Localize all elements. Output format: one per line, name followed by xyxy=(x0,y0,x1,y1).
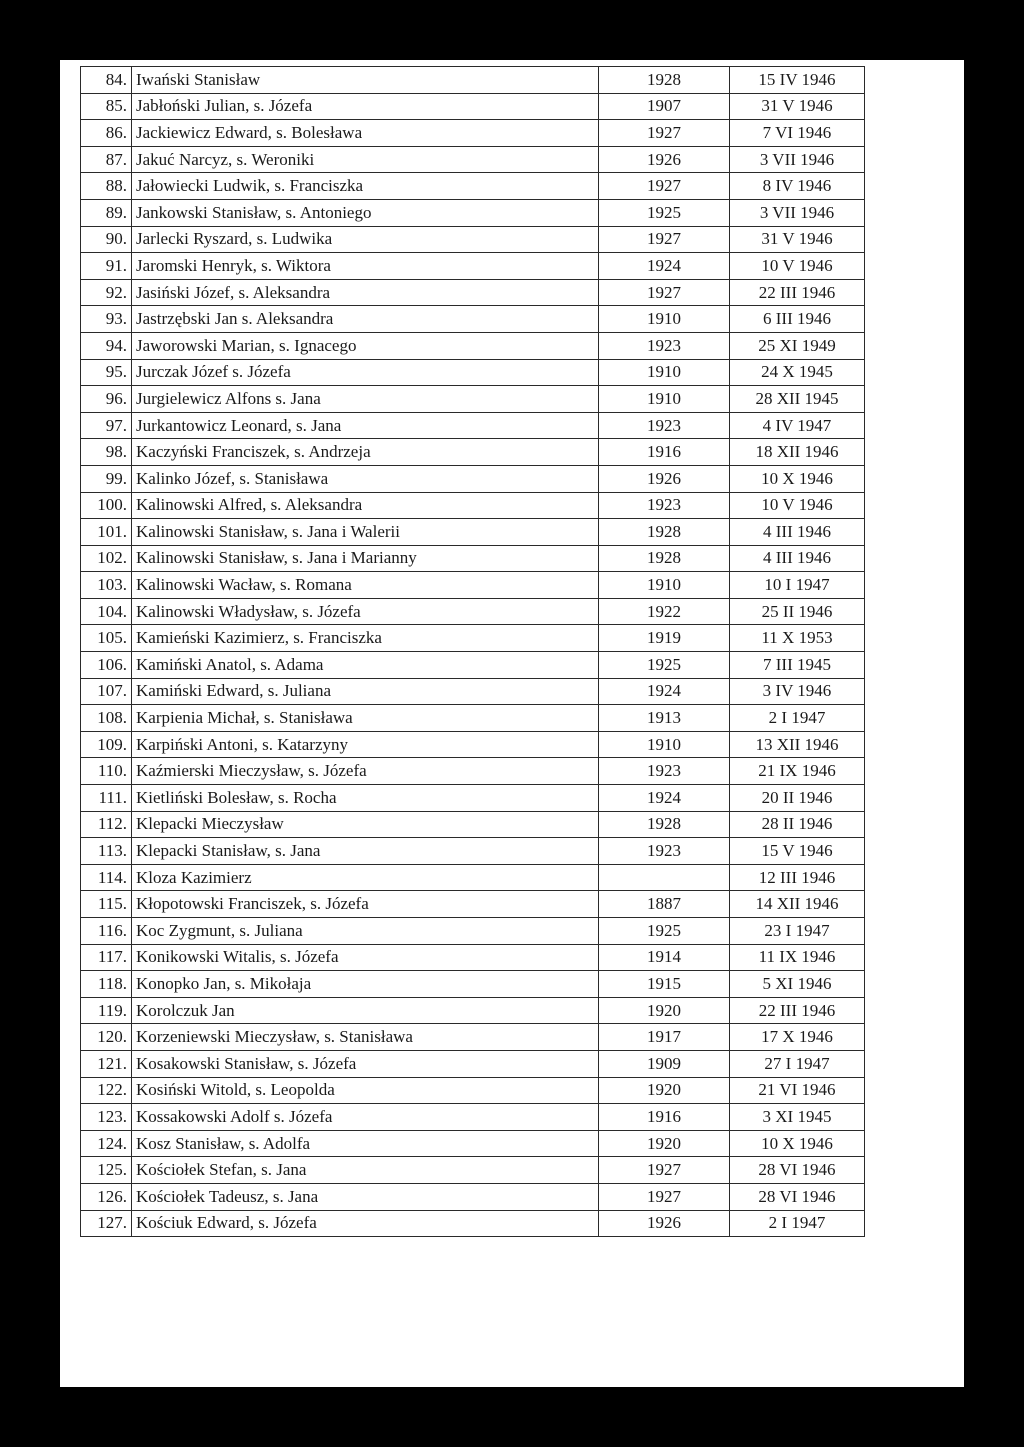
table-row xyxy=(81,1104,865,1131)
person-name-cell: Kamiński Edward, s. Juliana xyxy=(132,678,599,705)
person-name-cell: Kamieński Kazimierz, s. Franciszka xyxy=(132,625,599,652)
birth-year-cell: 1913 xyxy=(599,705,730,732)
person-name-cell: Konopko Jan, s. Mikołaja xyxy=(132,971,599,998)
person-name-cell: Kłopotowski Franciszek, s. Józefa xyxy=(132,891,599,918)
row-number-cell: 90. xyxy=(81,226,132,253)
person-name-cell: Koc Zygmunt, s. Juliana xyxy=(132,918,599,945)
event-date-cell: 20 II 1946 xyxy=(730,785,865,812)
table-row xyxy=(81,785,865,812)
row-number-cell: 85. xyxy=(81,93,132,120)
person-name-cell: Klepacki Stanisław, s. Jana xyxy=(132,838,599,865)
person-name-cell: Jurkantowicz Leonard, s. Jana xyxy=(132,412,599,439)
row-number-cell: 121. xyxy=(81,1050,132,1077)
event-date-cell: 15 V 1946 xyxy=(730,838,865,865)
table-row xyxy=(81,146,865,173)
birth-year-cell: 1927 xyxy=(599,120,730,147)
event-date-cell: 17 X 1946 xyxy=(730,1024,865,1051)
birth-year-cell: 1919 xyxy=(599,625,730,652)
person-name-cell: Korzeniewski Mieczysław, s. Stanisława xyxy=(132,1024,599,1051)
row-number-cell: 87. xyxy=(81,146,132,173)
event-date-cell: 11 X 1953 xyxy=(730,625,865,652)
person-name-cell: Kalinowski Władysław, s. Józefa xyxy=(132,598,599,625)
event-date-cell: 3 XI 1945 xyxy=(730,1104,865,1131)
person-name-cell: Kalinowski Stanisław, s. Jana i Walerii xyxy=(132,519,599,546)
birth-year-cell: 1927 xyxy=(599,173,730,200)
row-number-cell: 118. xyxy=(81,971,132,998)
table-row xyxy=(81,891,865,918)
event-date-cell: 22 III 1946 xyxy=(730,997,865,1024)
event-date-cell: 10 V 1946 xyxy=(730,253,865,280)
table-row xyxy=(81,705,865,732)
birth-year-cell: 1928 xyxy=(599,67,730,94)
table-row xyxy=(81,545,865,572)
person-name-cell: Kalinowski Wacław, s. Romana xyxy=(132,572,599,599)
table-row xyxy=(81,412,865,439)
table-row xyxy=(81,120,865,147)
event-date-cell: 2 I 1947 xyxy=(730,705,865,732)
row-number-cell: 123. xyxy=(81,1104,132,1131)
birth-year-cell: 1910 xyxy=(599,306,730,333)
row-number-cell: 88. xyxy=(81,173,132,200)
table-row xyxy=(81,971,865,998)
person-name-cell: Kalinowski Alfred, s. Aleksandra xyxy=(132,492,599,519)
birth-year-cell: 1924 xyxy=(599,678,730,705)
birth-year-cell: 1927 xyxy=(599,1157,730,1184)
person-name-cell: Korolczuk Jan xyxy=(132,997,599,1024)
birth-year-cell: 1924 xyxy=(599,785,730,812)
event-date-cell: 31 V 1946 xyxy=(730,93,865,120)
table-row xyxy=(81,226,865,253)
table-row xyxy=(81,1183,865,1210)
birth-year-cell: 1923 xyxy=(599,492,730,519)
person-name-cell: Karpiński Antoni, s. Katarzyny xyxy=(132,731,599,758)
table-row xyxy=(81,678,865,705)
person-name-cell: Jasiński Józef, s. Aleksandra xyxy=(132,279,599,306)
event-date-cell: 10 X 1946 xyxy=(730,1130,865,1157)
person-name-cell: Kaczyński Franciszek, s. Andrzeja xyxy=(132,439,599,466)
person-name-cell: Kietliński Bolesław, s. Rocha xyxy=(132,785,599,812)
person-name-cell: Kalinko Józef, s. Stanisława xyxy=(132,465,599,492)
table-row xyxy=(81,306,865,333)
row-number-cell: 112. xyxy=(81,811,132,838)
event-date-cell: 15 IV 1946 xyxy=(730,67,865,94)
event-date-cell: 25 II 1946 xyxy=(730,598,865,625)
row-number-cell: 97. xyxy=(81,412,132,439)
row-number-cell: 98. xyxy=(81,439,132,466)
person-name-cell: Kalinowski Stanisław, s. Jana i Marianny xyxy=(132,545,599,572)
birth-year-cell: 1920 xyxy=(599,1077,730,1104)
event-date-cell: 21 IX 1946 xyxy=(730,758,865,785)
table-row xyxy=(81,811,865,838)
person-name-cell: Kaźmierski Mieczysław, s. Józefa xyxy=(132,758,599,785)
row-number-cell: 105. xyxy=(81,625,132,652)
birth-year-cell: 1917 xyxy=(599,1024,730,1051)
row-number-cell: 127. xyxy=(81,1210,132,1237)
row-number-cell: 111. xyxy=(81,785,132,812)
row-number-cell: 106. xyxy=(81,652,132,679)
table-row xyxy=(81,625,865,652)
birth-year-cell: 1927 xyxy=(599,226,730,253)
person-name-cell: Jastrzębski Jan s. Aleksandra xyxy=(132,306,599,333)
person-name-cell: Jankowski Stanisław, s. Antoniego xyxy=(132,199,599,226)
person-name-cell: Iwański Stanisław xyxy=(132,67,599,94)
table-row xyxy=(81,997,865,1024)
person-name-cell: Jaromski Henryk, s. Wiktora xyxy=(132,253,599,280)
person-name-cell: Klepacki Mieczysław xyxy=(132,811,599,838)
birth-year-cell: 1920 xyxy=(599,997,730,1024)
birth-year-cell: 1924 xyxy=(599,253,730,280)
event-date-cell: 10 X 1946 xyxy=(730,465,865,492)
row-number-cell: 94. xyxy=(81,332,132,359)
row-number-cell: 126. xyxy=(81,1183,132,1210)
table-row xyxy=(81,864,865,891)
person-name-cell: Jurczak Józef s. Józefa xyxy=(132,359,599,386)
event-date-cell: 28 XII 1945 xyxy=(730,386,865,413)
row-number-cell: 99. xyxy=(81,465,132,492)
event-date-cell: 4 III 1946 xyxy=(730,545,865,572)
event-date-cell: 28 VI 1946 xyxy=(730,1183,865,1210)
birth-year-cell: 1923 xyxy=(599,412,730,439)
event-date-cell: 21 VI 1946 xyxy=(730,1077,865,1104)
event-date-cell: 25 XI 1949 xyxy=(730,332,865,359)
register-table-body xyxy=(81,67,865,1237)
table-row xyxy=(81,652,865,679)
row-number-cell: 107. xyxy=(81,678,132,705)
table-row xyxy=(81,944,865,971)
person-name-cell: Jabłoński Julian, s. Józefa xyxy=(132,93,599,120)
row-number-cell: 117. xyxy=(81,944,132,971)
table-row xyxy=(81,439,865,466)
row-number-cell: 109. xyxy=(81,731,132,758)
person-name-cell: Kloza Kazimierz xyxy=(132,864,599,891)
row-number-cell: 103. xyxy=(81,572,132,599)
table-row xyxy=(81,173,865,200)
event-date-cell: 10 V 1946 xyxy=(730,492,865,519)
birth-year-cell: 1928 xyxy=(599,519,730,546)
table-row xyxy=(81,67,865,94)
row-number-cell: 116. xyxy=(81,918,132,945)
birth-year-cell: 1926 xyxy=(599,465,730,492)
birth-year-cell: 1922 xyxy=(599,598,730,625)
table-row xyxy=(81,1077,865,1104)
row-number-cell: 96. xyxy=(81,386,132,413)
event-date-cell: 13 XII 1946 xyxy=(730,731,865,758)
person-name-cell: Jurgielewicz Alfons s. Jana xyxy=(132,386,599,413)
row-number-cell: 124. xyxy=(81,1130,132,1157)
row-number-cell: 114. xyxy=(81,864,132,891)
birth-year-cell: 1927 xyxy=(599,279,730,306)
person-name-cell: Jałowiecki Ludwik, s. Franciszka xyxy=(132,173,599,200)
event-date-cell: 11 IX 1946 xyxy=(730,944,865,971)
birth-year-cell: 1910 xyxy=(599,359,730,386)
person-name-cell: Kosakowski Stanisław, s. Józefa xyxy=(132,1050,599,1077)
table-row xyxy=(81,519,865,546)
event-date-cell: 28 VI 1946 xyxy=(730,1157,865,1184)
person-name-cell: Karpienia Michał, s. Stanisława xyxy=(132,705,599,732)
event-date-cell: 3 VII 1946 xyxy=(730,146,865,173)
event-date-cell: 4 IV 1947 xyxy=(730,412,865,439)
event-date-cell: 6 III 1946 xyxy=(730,306,865,333)
row-number-cell: 119. xyxy=(81,997,132,1024)
event-date-cell: 5 XI 1946 xyxy=(730,971,865,998)
table-row xyxy=(81,758,865,785)
row-number-cell: 89. xyxy=(81,199,132,226)
row-number-cell: 102. xyxy=(81,545,132,572)
table-row xyxy=(81,279,865,306)
event-date-cell: 2 I 1947 xyxy=(730,1210,865,1237)
table-row xyxy=(81,93,865,120)
person-name-cell: Kościołek Tadeusz, s. Jana xyxy=(132,1183,599,1210)
table-row xyxy=(81,492,865,519)
person-name-cell: Jarlecki Ryszard, s. Ludwika xyxy=(132,226,599,253)
event-date-cell: 14 XII 1946 xyxy=(730,891,865,918)
birth-year-cell: 1915 xyxy=(599,971,730,998)
row-number-cell: 115. xyxy=(81,891,132,918)
person-name-cell: Kosz Stanisław, s. Adolfa xyxy=(132,1130,599,1157)
row-number-cell: 122. xyxy=(81,1077,132,1104)
row-number-cell: 93. xyxy=(81,306,132,333)
row-number-cell: 113. xyxy=(81,838,132,865)
register-table xyxy=(80,66,865,1237)
birth-year-cell: 1916 xyxy=(599,1104,730,1131)
person-name-cell: Kościołek Stefan, s. Jana xyxy=(132,1157,599,1184)
event-date-cell: 4 III 1946 xyxy=(730,519,865,546)
person-name-cell: Kościuk Edward, s. Józefa xyxy=(132,1210,599,1237)
birth-year-cell: 1909 xyxy=(599,1050,730,1077)
table-row xyxy=(81,1050,865,1077)
birth-year-cell: 1923 xyxy=(599,332,730,359)
event-date-cell: 22 III 1946 xyxy=(730,279,865,306)
birth-year-cell: 1925 xyxy=(599,652,730,679)
birth-year-cell: 1925 xyxy=(599,918,730,945)
table-row xyxy=(81,465,865,492)
table-row xyxy=(81,1024,865,1051)
event-date-cell: 24 X 1945 xyxy=(730,359,865,386)
row-number-cell: 95. xyxy=(81,359,132,386)
event-date-cell: 10 I 1947 xyxy=(730,572,865,599)
birth-year-cell: 1928 xyxy=(599,545,730,572)
row-number-cell: 101. xyxy=(81,519,132,546)
birth-year-cell xyxy=(599,864,730,891)
person-name-cell: Jakuć Narcyz, s. Weroniki xyxy=(132,146,599,173)
event-date-cell: 12 III 1946 xyxy=(730,864,865,891)
table-row xyxy=(81,1157,865,1184)
row-number-cell: 104. xyxy=(81,598,132,625)
birth-year-cell: 1927 xyxy=(599,1183,730,1210)
birth-year-cell: 1920 xyxy=(599,1130,730,1157)
event-date-cell: 7 III 1945 xyxy=(730,652,865,679)
row-number-cell: 92. xyxy=(81,279,132,306)
person-name-cell: Kosiński Witold, s. Leopolda xyxy=(132,1077,599,1104)
table-row xyxy=(81,1210,865,1237)
table-row xyxy=(81,253,865,280)
birth-year-cell: 1928 xyxy=(599,811,730,838)
event-date-cell: 27 I 1947 xyxy=(730,1050,865,1077)
birth-year-cell: 1914 xyxy=(599,944,730,971)
row-number-cell: 120. xyxy=(81,1024,132,1051)
table-row xyxy=(81,199,865,226)
row-number-cell: 110. xyxy=(81,758,132,785)
birth-year-cell: 1923 xyxy=(599,758,730,785)
event-date-cell: 31 V 1946 xyxy=(730,226,865,253)
event-date-cell: 3 VII 1946 xyxy=(730,199,865,226)
row-number-cell: 91. xyxy=(81,253,132,280)
event-date-cell: 18 XII 1946 xyxy=(730,439,865,466)
person-name-cell: Jaworowski Marian, s. Ignacego xyxy=(132,332,599,359)
birth-year-cell: 1926 xyxy=(599,146,730,173)
row-number-cell: 108. xyxy=(81,705,132,732)
person-name-cell: Konikowski Witalis, s. Józefa xyxy=(132,944,599,971)
event-date-cell: 3 IV 1946 xyxy=(730,678,865,705)
event-date-cell: 28 II 1946 xyxy=(730,811,865,838)
table-row xyxy=(81,386,865,413)
event-date-cell: 8 IV 1946 xyxy=(730,173,865,200)
table-row xyxy=(81,838,865,865)
table-row xyxy=(81,918,865,945)
birth-year-cell: 1916 xyxy=(599,439,730,466)
birth-year-cell: 1923 xyxy=(599,838,730,865)
event-date-cell: 7 VI 1946 xyxy=(730,120,865,147)
table-row xyxy=(81,572,865,599)
birth-year-cell: 1910 xyxy=(599,386,730,413)
table-row xyxy=(81,598,865,625)
birth-year-cell: 1887 xyxy=(599,891,730,918)
birth-year-cell: 1907 xyxy=(599,93,730,120)
table-row xyxy=(81,731,865,758)
table-row xyxy=(81,359,865,386)
table-row xyxy=(81,1130,865,1157)
event-date-cell: 23 I 1947 xyxy=(730,918,865,945)
birth-year-cell: 1910 xyxy=(599,572,730,599)
birth-year-cell: 1925 xyxy=(599,199,730,226)
person-name-cell: Kamiński Anatol, s. Adama xyxy=(132,652,599,679)
row-number-cell: 86. xyxy=(81,120,132,147)
row-number-cell: 125. xyxy=(81,1157,132,1184)
person-name-cell: Jackiewicz Edward, s. Bolesława xyxy=(132,120,599,147)
birth-year-cell: 1926 xyxy=(599,1210,730,1237)
table-row xyxy=(81,332,865,359)
row-number-cell: 100. xyxy=(81,492,132,519)
birth-year-cell: 1910 xyxy=(599,731,730,758)
person-name-cell: Kossakowski Adolf s. Józefa xyxy=(132,1104,599,1131)
row-number-cell: 84. xyxy=(81,67,132,94)
